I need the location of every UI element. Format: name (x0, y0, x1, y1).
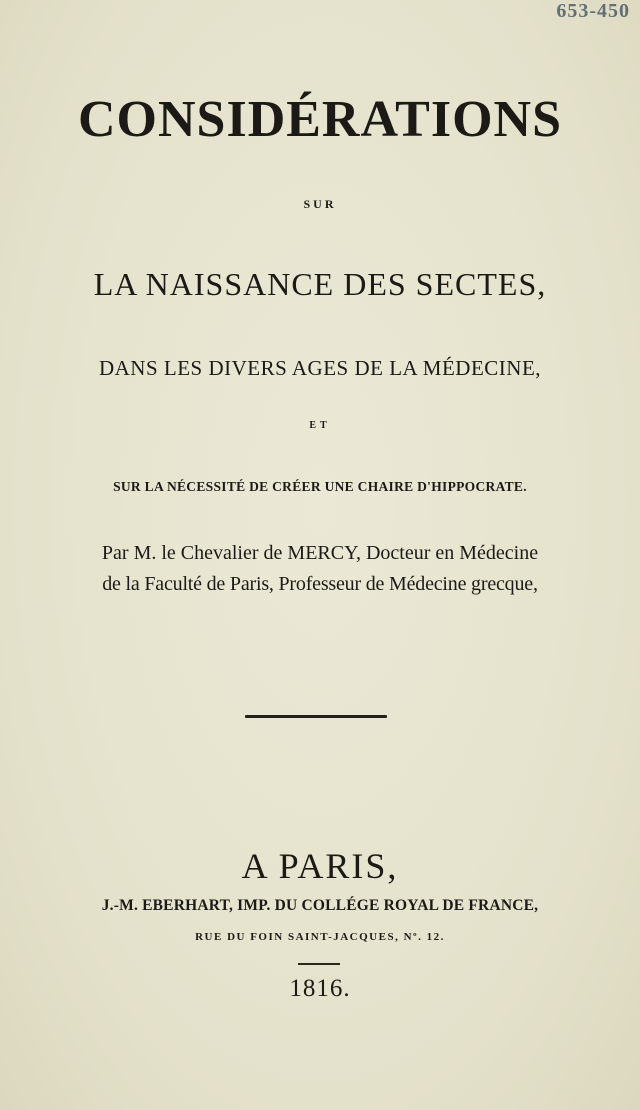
short-rule (298, 963, 340, 965)
ornamental-rule (245, 715, 387, 718)
subtitle-line-2: DANS LES DIVERS AGES DE LA MÉDECINE, (98, 356, 542, 380)
imprint-printer: J.-M. EBERHART, IMP. DU COLLÉGE ROYAL DE FRANCE, (101, 897, 539, 914)
imprint-address: RUE DU FOIN SAINT-JACQUES, Nº. 12. (195, 931, 445, 943)
preposition-sur: SUR (303, 197, 337, 211)
conjunction-et: ET (309, 420, 331, 431)
subtitle-line-3: SUR LA NÉCESSITÉ DE CRÉER UNE CHAIRE D'HIPPOCRATE. (113, 479, 527, 494)
imprint-year: 1816. (289, 975, 351, 1002)
author-line-2: de la Faculté de Paris, Professeur de Médecine grecque, (102, 573, 538, 595)
book-title: CONSIDÉRATIONS (77, 91, 563, 148)
library-stamp: 653-450 (556, 0, 630, 22)
author-line-1: Par M. le Chevalier de MERCY, Docteur en Médecine (101, 542, 539, 564)
imprint-city: A PARIS, (241, 846, 399, 886)
author-block (0, 538, 640, 600)
subtitle-line-1: LA NAISSANCE DES SECTES, (93, 266, 547, 302)
